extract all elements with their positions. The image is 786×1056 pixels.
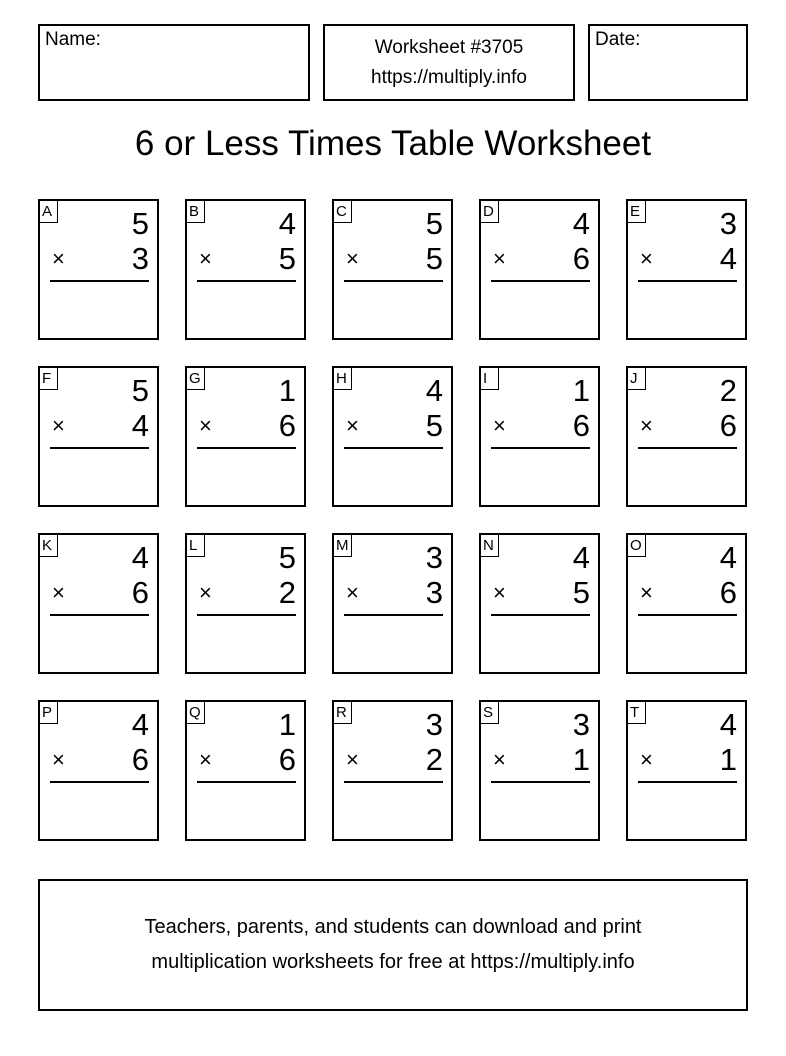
problem-card[interactable] (332, 199, 453, 340)
problem-card[interactable] (332, 366, 453, 507)
problem-letter: R (333, 701, 352, 724)
multiply-sign: × (52, 246, 65, 271)
problem-letter: K (39, 534, 58, 557)
multiplier: 3 (425, 575, 443, 610)
multiply-sign: × (640, 580, 653, 605)
multiplier: 6 (719, 575, 737, 610)
worksheet-info-box (323, 24, 575, 101)
problem-card[interactable] (185, 700, 306, 841)
answer-line (344, 447, 443, 449)
multiplier: 1 (719, 742, 737, 777)
multiply-sign: × (493, 747, 506, 772)
problem-letter: P (39, 701, 58, 724)
problem-letter: T (627, 701, 646, 724)
multiplier: 6 (719, 408, 737, 443)
multiply-sign: × (52, 413, 65, 438)
multiplier: 1 (572, 742, 590, 777)
multiplicand: 2 (719, 373, 737, 408)
multiplicand: 3 (572, 707, 590, 742)
multiply-sign: × (52, 747, 65, 772)
name-field-box[interactable] (38, 24, 310, 101)
page-title: 6 or Less Times Table Worksheet (134, 124, 652, 163)
multiplier: 5 (278, 241, 296, 276)
footer-line-1: Teachers, parents, and students can download and print (144, 916, 642, 938)
date-label: Date: (595, 29, 641, 50)
multiply-sign: × (640, 747, 653, 772)
multiply-sign: × (493, 413, 506, 438)
multiplicand: 3 (719, 206, 737, 241)
problem-card[interactable] (626, 533, 747, 674)
answer-line (638, 614, 737, 616)
answer-line (50, 781, 149, 783)
multiplier: 2 (425, 742, 443, 777)
problem-letter: E (627, 200, 646, 223)
answer-line (197, 280, 296, 282)
problem-card[interactable] (38, 533, 159, 674)
problem-letter: A (39, 200, 58, 223)
problem-letter: C (333, 200, 352, 223)
answer-line (50, 447, 149, 449)
multiply-sign: × (640, 246, 653, 271)
problem-letter: O (627, 534, 646, 557)
multiply-sign: × (346, 413, 359, 438)
multiplier: 6 (131, 575, 149, 610)
multiply-sign: × (52, 580, 65, 605)
multiplicand: 1 (572, 373, 590, 408)
answer-line (50, 614, 149, 616)
multiplicand: 4 (131, 540, 149, 575)
answer-line (491, 280, 590, 282)
answer-line (197, 781, 296, 783)
multiply-sign: × (640, 413, 653, 438)
answer-line (50, 280, 149, 282)
problem-card[interactable] (479, 366, 600, 507)
problem-letter: S (480, 701, 499, 724)
multiplicand: 1 (278, 707, 296, 742)
multiplier: 2 (278, 575, 296, 610)
multiplicand: 1 (278, 373, 296, 408)
multiplicand: 4 (572, 206, 590, 241)
multiplier: 6 (131, 742, 149, 777)
answer-line (344, 781, 443, 783)
multiplier: 6 (572, 241, 590, 276)
multiplicand: 5 (425, 206, 443, 241)
multiplicand: 5 (278, 540, 296, 575)
name-label: Name: (45, 29, 101, 50)
multiply-sign: × (346, 246, 359, 271)
problem-card[interactable] (479, 533, 600, 674)
answer-line (638, 781, 737, 783)
multiplier: 5 (425, 241, 443, 276)
multiply-sign: × (199, 246, 212, 271)
worksheet-number: Worksheet #3705 (374, 36, 524, 58)
multiply-sign: × (346, 747, 359, 772)
problem-letter: L (186, 534, 205, 557)
problem-card[interactable] (626, 366, 747, 507)
multiplicand: 5 (131, 373, 149, 408)
multiplier: 4 (131, 408, 149, 443)
multiplicand: 4 (425, 373, 443, 408)
multiplicand: 4 (719, 540, 737, 575)
answer-line (491, 447, 590, 449)
problem-card[interactable] (626, 199, 747, 340)
problem-letter: G (186, 367, 205, 390)
problem-card[interactable] (626, 700, 747, 841)
problem-card[interactable] (185, 533, 306, 674)
multiply-sign: × (493, 580, 506, 605)
multiplicand: 3 (425, 540, 443, 575)
multiply-sign: × (199, 747, 212, 772)
multiplier: 5 (572, 575, 590, 610)
answer-line (638, 447, 737, 449)
problem-card[interactable] (38, 199, 159, 340)
footer-box (38, 879, 748, 1011)
problem-letter: M (333, 534, 352, 557)
multiplicand: 4 (719, 707, 737, 742)
answer-line (491, 781, 590, 783)
problem-card[interactable] (332, 533, 453, 674)
date-field-box[interactable] (588, 24, 748, 101)
problem-letter: B (186, 200, 205, 223)
multiplier: 3 (131, 241, 149, 276)
problem-card[interactable] (185, 199, 306, 340)
footer-line-2: multiplication worksheets for free at https://multiply.info (151, 951, 635, 973)
problem-card[interactable] (38, 700, 159, 841)
multiplicand: 4 (278, 206, 296, 241)
problem-card[interactable] (332, 700, 453, 841)
multiplier: 6 (278, 408, 296, 443)
problem-letter: I (480, 367, 499, 390)
multiply-sign: × (346, 580, 359, 605)
multiply-sign: × (493, 246, 506, 271)
multiplicand: 4 (131, 707, 149, 742)
problem-card[interactable] (185, 366, 306, 507)
problem-letter: F (39, 367, 58, 390)
problem-letter: J (627, 367, 646, 390)
answer-line (491, 614, 590, 616)
answer-line (344, 280, 443, 282)
problem-letter: Q (186, 701, 205, 724)
worksheet-url: https://multiply.info (371, 66, 527, 88)
multiplier: 5 (425, 408, 443, 443)
answer-line (638, 280, 737, 282)
problem-letter: N (480, 534, 499, 557)
problem-card[interactable] (479, 199, 600, 340)
problem-card[interactable] (479, 700, 600, 841)
answer-line (344, 614, 443, 616)
multiplicand: 5 (131, 206, 149, 241)
multiply-sign: × (199, 580, 212, 605)
multiply-sign: × (199, 413, 212, 438)
multiplier: 6 (278, 742, 296, 777)
multiplier: 6 (572, 408, 590, 443)
multiplicand: 4 (572, 540, 590, 575)
problem-card[interactable] (38, 366, 159, 507)
multiplicand: 3 (425, 707, 443, 742)
multiplier: 4 (719, 241, 737, 276)
answer-line (197, 614, 296, 616)
problem-letter: H (333, 367, 352, 390)
problem-letter: D (480, 200, 499, 223)
answer-line (197, 447, 296, 449)
